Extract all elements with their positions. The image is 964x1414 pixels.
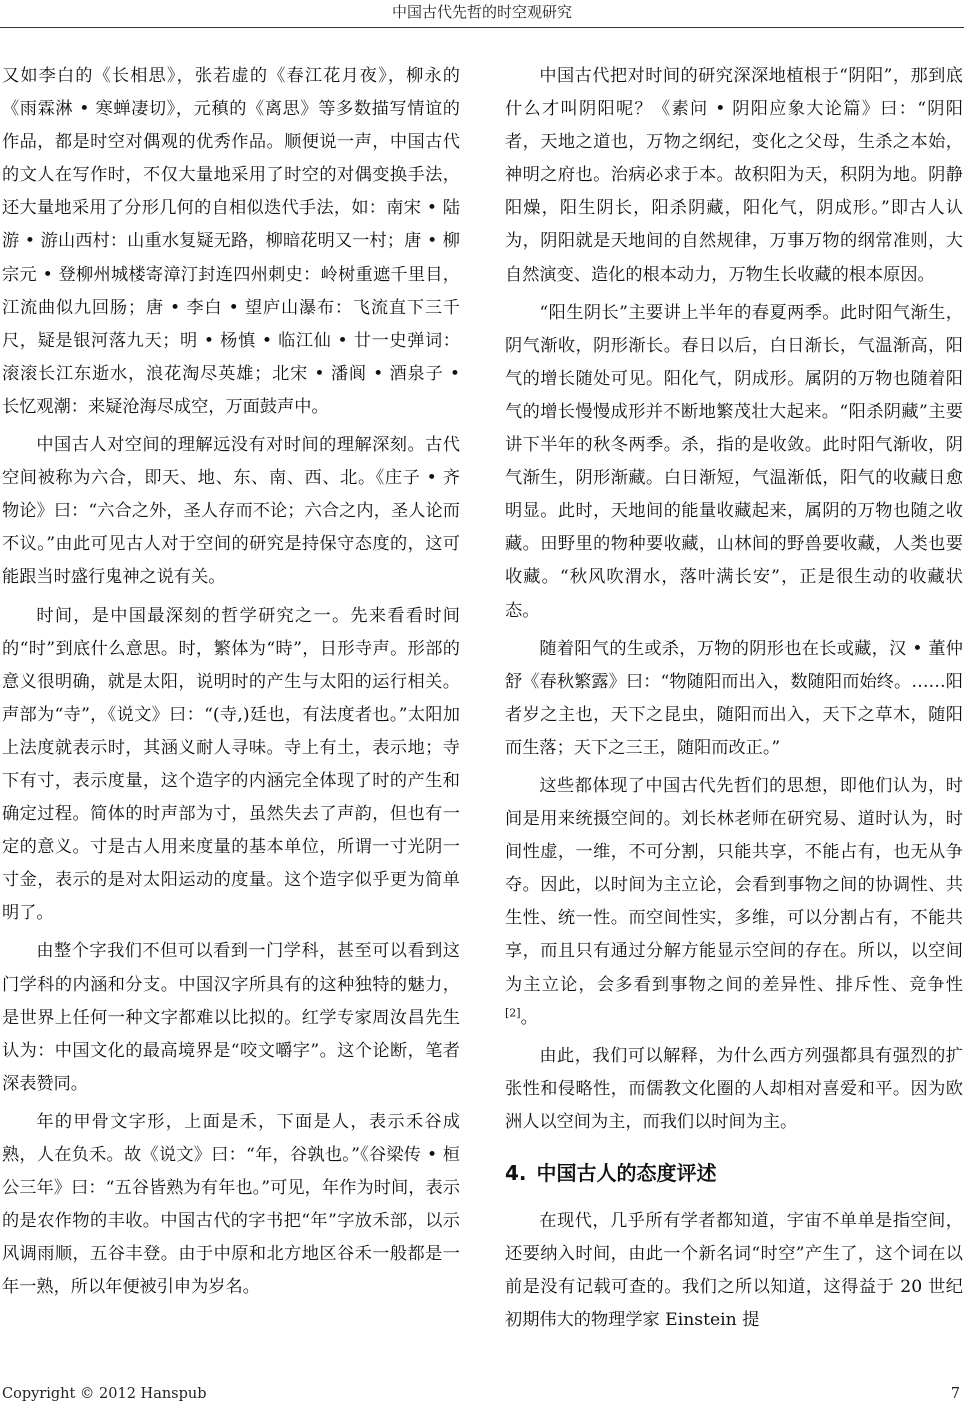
paragraph-spacetime: 在现代，几乎所有学者都知道，宇宙不单单是指空间，还要纳入时间，由此一个新名词“时空”产生了，这个词在以前是没有记载可查的。我们之所以知道，这得益于 20 世纪初期伟大的物理学家 Einstein 提	[505, 1211, 963, 1331]
page-footer	[0, 1386, 964, 1410]
paragraph-yin-yang: 中国古代把对时间的研究深深地植根于“阴阳”，那到底什么才叫阴阳呢？《素问 • 阴阳应象大论篇》曰：“阴阳者，天地之道也，万物之纲纪，变化之父母，生杀之本始，神明之府也。治病必求于本。故积阳为天，积阴为地。阴静阳燥，阳生阴长，阳杀阴藏，阳化气，阴成形。”即古人认为，阴阳就是天地间的自然规律，万事万物的纲常准则，大自然演变、造化的根本动力，万物生长收藏的根本原因。	[505, 66, 963, 285]
section-heading	[505, 1159, 963, 1187]
paragraph-text: 这些都体现了中国古代先哲们的思想，即他们认为，时间是用来统摄空间的。刘长林老师在研究易、道时认为，时间性虚，一维，不可分割，只能共享，不能占有，也无从争夺。因此，以时间为主立论，会看到事物之间的协调性、共生性、统一性。而空间性实，多维，可以分割占有，不能共享，而且只有通过分解方能显示空间的存在。所以，以空间为主立论，会多看到事物之间的差异性、排斥性、竞争性	[505, 775, 963, 995]
section-title: 中国古人的态度评述	[536, 1161, 717, 1185]
page-number: 7	[950, 1386, 960, 1402]
header-rule	[0, 27, 964, 28]
running-header: 中国古代先哲的时空观研究	[391, 3, 572, 21]
citation-reference[interactable]: [2]	[505, 1005, 521, 1019]
right-column	[505, 60, 963, 1337]
section-number: 4.	[505, 1161, 527, 1185]
paragraph-time-governs-space	[505, 770, 963, 1035]
paragraph-spring-summer-autumn-winter: “阳生阴长”主要讲上半年的春夏两季。此时阳气渐生，阴气渐收，阴形渐长。春日以后，白日渐长，气温渐高，阳气的增长随处可见。阳化气，阴成形。属阴的万物也随着阳气的增长慢慢成形并不断地繁茂壮大起来。“阳杀阴藏”主要讲下半年的秋冬两季。杀，指的是收敛。此时阳气渐收，阴气渐生，阴形渐藏。白日渐短，气温渐低，阳气的收藏日愈明显。此时，天地间的能量收藏起来，属阴的万物也随之收藏。田野里的物种要收藏，山林间的野兽要收藏，人类也要收藏。“秋风吹渭水，落叶满长安”，正是很生动的收藏状态。	[505, 302, 963, 621]
paragraph-end-punct: 。	[520, 1007, 538, 1028]
paragraph-chinese-characters: 由整个字我们不但可以看到一门学科，甚至可以看到这门学科的内涵和分支。中国汉字所具有的这种独特的魅力，是世界上任何一种文字都难以比拟的。红学专家周汝昌先生认为：中国文化的最高境界是“咬文嚼字”。这个论断，笔者深表赞同。	[2, 941, 460, 1094]
paragraph-west-vs-east: 由此，我们可以解释，为什么西方列强都具有强烈的扩张性和侵略性，而儒教文化圈的人却相对喜爱和平。因为欧洲人以空间为主，而我们以时间为主。	[505, 1045, 963, 1132]
paragraph-time-character: 时间，是中国最深刻的哲学研究之一。先来看看时间的“时”到底什么意思。时，繁体为“時”，日形寺声。形部的意义很明确，就是太阳，说明时的产生与太阳的运行相关。声部为“寺”，《说文》曰：“(寺,)廷也，有法度者也。”太阳加上法度就表示时，其涵义耐人寻味。寺上有土，表示地；寺下有寸，表示度量，这个造字的内涵完全体现了时的产生和确定过程。简体的时声部为寸，虽然失去了声韵，但也有一定的意义。寸是古人用来度量的基本单位，所谓一寸光阴一寸金，表示的是对太阳运动的度量。这个造字似乎更为简单明了。	[2, 605, 460, 924]
paragraph-dong-zhongshu: 随着阳气的生或杀，万物的阴形也在长或藏，汉 • 董仲舒《春秋繁露》曰：“物随阳而出入，数随阳而始终。……阳者岁之主也，天下之昆虫，随阳而出入，天下之草木，随阳而生落；天下之三王，随阳而改正。”	[505, 638, 963, 758]
paragraph-continued: 又如李白的《长相思》，张若虚的《春江花月夜》，柳永的《雨霖淋 • 寒蝉凄切》，元稹的《离思》等多数描写情谊的作品，都是时空对偶观的优秀作品。顺便说一声，中国古代的文人在写作时，不仅大量地采用了时空的对偶变换手法，还大量地采用了分形几何的自相似迭代手法，如：南宋 • 陆游 • 游山西村：山重水复疑无路，柳暗花明又一村；唐 • 柳宗元 • 登柳州城楼寄漳汀封连四州刺史：岭树重遮千里目，江流曲似九回肠；唐 • 李白 • 望庐山瀑布：飞流直下三千尺，疑是银河落九天；明 • 杨慎 • 临江仙 • 廿一史弹词：滚滚长江东逝水，浪花淘尽英雄；北宋 • 潘阆 • 酒泉子 • 长忆观潮：来疑沧海尽成空，万面鼓声中。	[2, 66, 460, 417]
paragraph-year-character: 年的甲骨文字形，上面是禾，下面是人，表示禾谷成熟，人在负禾。故《说文》曰：“年，谷孰也。”《谷梁传 • 桓公三年》曰：“五谷皆熟为有年也。”可见，年作为时间，表示的是农作物的丰收。中国古代的字书把“年”字放禾部，以示风调雨顺，五谷丰登。由于中原和北方地区谷禾一般都是一年一熟，所以年便被引申为岁名。	[2, 1111, 460, 1298]
left-column	[2, 60, 460, 1304]
copyright-notice: Copyright © 2012 Hanspub	[2, 1386, 207, 1402]
paragraph-space-liuhe: 中国古人对空间的理解远没有对时间的理解深刻。古代空间被称为六合，即天、地、东、南、西、北。《庄子 • 齐物论》曰：“六合之外，圣人存而不论；六合之内，圣人论而不议。”由此可见古人对于空间的研究是持保守态度的，这可能跟当时盛行鬼神之说有关。	[2, 435, 460, 588]
